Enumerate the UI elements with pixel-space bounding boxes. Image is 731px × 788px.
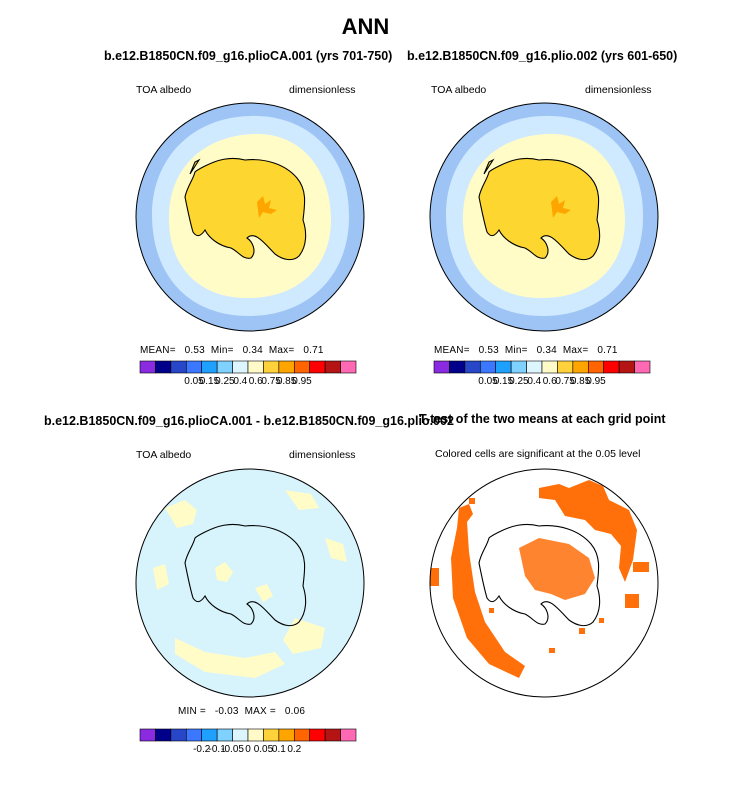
colorbar-swatch (202, 729, 217, 741)
colorbar-tick-label: 0.75 (555, 376, 575, 387)
panel-2-units-label: dimensionless (585, 84, 652, 96)
colorbar-swatch (341, 729, 356, 741)
colorbar-swatch (434, 361, 449, 373)
colorbar-tick-label: 0.6 (542, 376, 557, 387)
colorbar-tick-label: 0.05 (184, 376, 204, 387)
panel-3-units-label: dimensionless (289, 449, 356, 461)
colorbar-swatch (279, 729, 294, 741)
colorbar-tick-label: 0 (245, 744, 251, 755)
colorbar-tick-label: 0.75 (261, 376, 281, 387)
colorbar-tick-label: 0.1 (271, 744, 286, 755)
colorbar-swatch (465, 361, 480, 373)
panel-1-title: b.e12.B1850CN.f09_g16.plioCA.001 (yrs 701-750) (104, 49, 393, 63)
colorbar-swatch (325, 361, 340, 373)
colorbar-tick-label: -0.1 (208, 744, 226, 755)
colorbar-swatch (557, 361, 572, 373)
colorbar-swatch (573, 361, 588, 373)
colorbar-tick-label: 0.05 (478, 376, 498, 387)
panel-2-variable-label: TOA albedo (431, 84, 487, 96)
colorbar-swatch (588, 361, 603, 373)
panel-1-units-label: dimensionless (289, 84, 356, 96)
colorbar-tick-label: -0.2 (193, 744, 211, 755)
colorbar-swatch (155, 729, 170, 741)
colorbar-swatch (155, 361, 170, 373)
colorbar-swatch (635, 361, 650, 373)
colorbar-swatch (186, 361, 201, 373)
colorbar-swatch (171, 361, 186, 373)
colorbar-tick-label: 0.15 (199, 376, 220, 387)
colorbar-tick-label: 0.4 (527, 376, 542, 387)
panel-1-colorbar (140, 361, 356, 373)
colorbar-swatch (527, 361, 542, 373)
panel-3-title: b.e12.B1850CN.f09_g16.plioCA.001 - b.e12.B1850CN.f09_g16.plio.002 (44, 414, 454, 428)
colorbar-swatch (233, 361, 248, 373)
panel-2-stats: MEAN= 0.53 Min= 0.34 Max= 0.71 (434, 345, 618, 356)
colorbar-tick-label: -0.05 (221, 744, 244, 755)
panel-3-stats: MIN = -0.03 MAX = 0.06 (178, 706, 306, 717)
colorbar-swatch (279, 361, 294, 373)
colorbar-swatch (449, 361, 464, 373)
panel-3-map (135, 468, 365, 698)
colorbar-tick-label: 0.85 (570, 376, 591, 387)
panel-3-variable-label: TOA albedo (136, 449, 192, 461)
colorbar-tick-label: 0.6 (248, 376, 263, 387)
panel-4-title: T-test of the two means at each grid point (419, 412, 666, 426)
panel-4-map (429, 468, 659, 698)
colorbar-swatch (248, 361, 263, 373)
colorbar-swatch (341, 361, 356, 373)
colorbar-swatch (140, 361, 155, 373)
colorbar-tick-label: 0.2 (287, 744, 302, 755)
colorbar-swatch (310, 361, 325, 373)
panel-2-map (429, 102, 659, 332)
colorbar-tick-label: 0.05 (253, 744, 274, 755)
colorbar-swatch (202, 361, 217, 373)
colorbar-swatch (233, 729, 248, 741)
colorbar-swatch (604, 361, 619, 373)
panel-1-stats: MEAN= 0.53 Min= 0.34 Max= 0.71 (140, 345, 324, 356)
colorbar-tick-label: 0.4 (233, 376, 248, 387)
colorbar-swatch (325, 729, 340, 741)
colorbar-swatch (263, 729, 278, 741)
colorbar-swatch (511, 361, 526, 373)
panel-4-subtitle: Colored cells are significant at the 0.05 level (435, 448, 641, 460)
colorbar-tick-label: 0.95 (292, 376, 312, 387)
colorbar-tick-label: 0.25 (215, 376, 235, 387)
colorbar-tick-label: 0.15 (493, 376, 514, 387)
colorbar-swatch (294, 729, 309, 741)
colorbar-swatch (310, 729, 325, 741)
colorbar-swatch (217, 729, 232, 741)
panel-1-map (135, 102, 365, 332)
colorbar-swatch (248, 729, 263, 741)
panel-2-title: b.e12.B1850CN.f09_g16.plio.002 (yrs 601-650) (407, 49, 678, 63)
colorbar-swatch (496, 361, 511, 373)
colorbar-swatch (542, 361, 557, 373)
panel-3-colorbar (140, 729, 356, 741)
panel-1-variable-label: TOA albedo (136, 84, 192, 96)
main-title: ANN (341, 14, 390, 39)
panel-2-colorbar (434, 361, 650, 373)
colorbar-swatch (619, 361, 634, 373)
colorbar-swatch (217, 361, 232, 373)
colorbar-swatch (294, 361, 309, 373)
colorbar-tick-label: 0.85 (276, 376, 297, 387)
colorbar-swatch (263, 361, 278, 373)
colorbar-tick-label: 0.25 (509, 376, 529, 387)
colorbar-swatch (480, 361, 495, 373)
colorbar-swatch (140, 729, 155, 741)
colorbar-swatch (186, 729, 201, 741)
colorbar-swatch (171, 729, 186, 741)
colorbar-tick-label: 0.95 (586, 376, 606, 387)
